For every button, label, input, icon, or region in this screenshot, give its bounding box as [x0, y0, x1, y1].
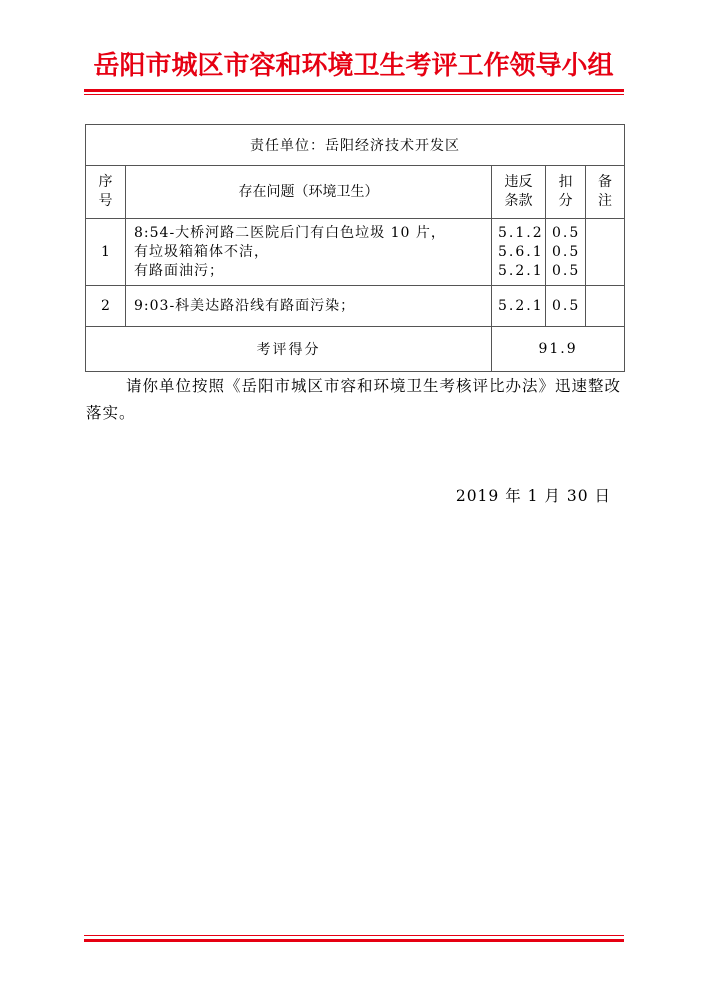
row-seq: 1 — [86, 219, 126, 286]
row-codes: 5.2.1 — [492, 286, 546, 327]
table-row — [86, 219, 625, 286]
document-date: 2019 年 1 月 30 日 — [455, 487, 611, 505]
row-issue: 8:54-大桥河路二医院后门有白色垃圾 10 片， 有垃圾箱箱体不洁， 有路面油污； — [126, 219, 492, 286]
evaluation-table — [85, 124, 625, 372]
row-deductions: 0.5 — [546, 286, 586, 327]
row-codes: 5.1.2 5.6.1 5.2.1 — [492, 219, 546, 286]
header-remark: 备 注 — [586, 166, 625, 219]
table-header-row — [86, 166, 625, 219]
score-row — [86, 327, 625, 372]
header-seq: 序 号 — [86, 166, 126, 219]
score-value: 91.9 — [492, 327, 625, 372]
header-issue: 存在问题（环境卫生） — [126, 166, 492, 219]
header-code: 违反 条款 — [492, 166, 546, 219]
row-remark — [586, 286, 625, 327]
table-row — [86, 286, 625, 327]
score-label: 考评得分 — [86, 327, 492, 372]
row-deductions: 0.5 0.5 0.5 — [546, 219, 586, 286]
header-deduction: 扣 分 — [546, 166, 586, 219]
letterhead-rule-thin — [84, 94, 624, 95]
footer-rule-thin — [84, 935, 624, 936]
responsible-unit: 责任单位：岳阳经济技术开发区 — [86, 125, 625, 166]
letterhead-rule-thick — [84, 89, 624, 92]
rectification-notice: 请你单位按照《岳阳市城区市容和环境卫生考核评比办法》迅速整改落实。 — [86, 377, 622, 422]
footer-rule-thick — [84, 939, 624, 942]
row-seq: 2 — [86, 286, 126, 327]
row-remark — [586, 219, 625, 286]
row-issue: 9:03-科美达路沿线有路面污染； — [126, 286, 492, 327]
letterhead-title: 岳阳市城区市容和环境卫生考评工作领导小组 — [93, 51, 614, 81]
